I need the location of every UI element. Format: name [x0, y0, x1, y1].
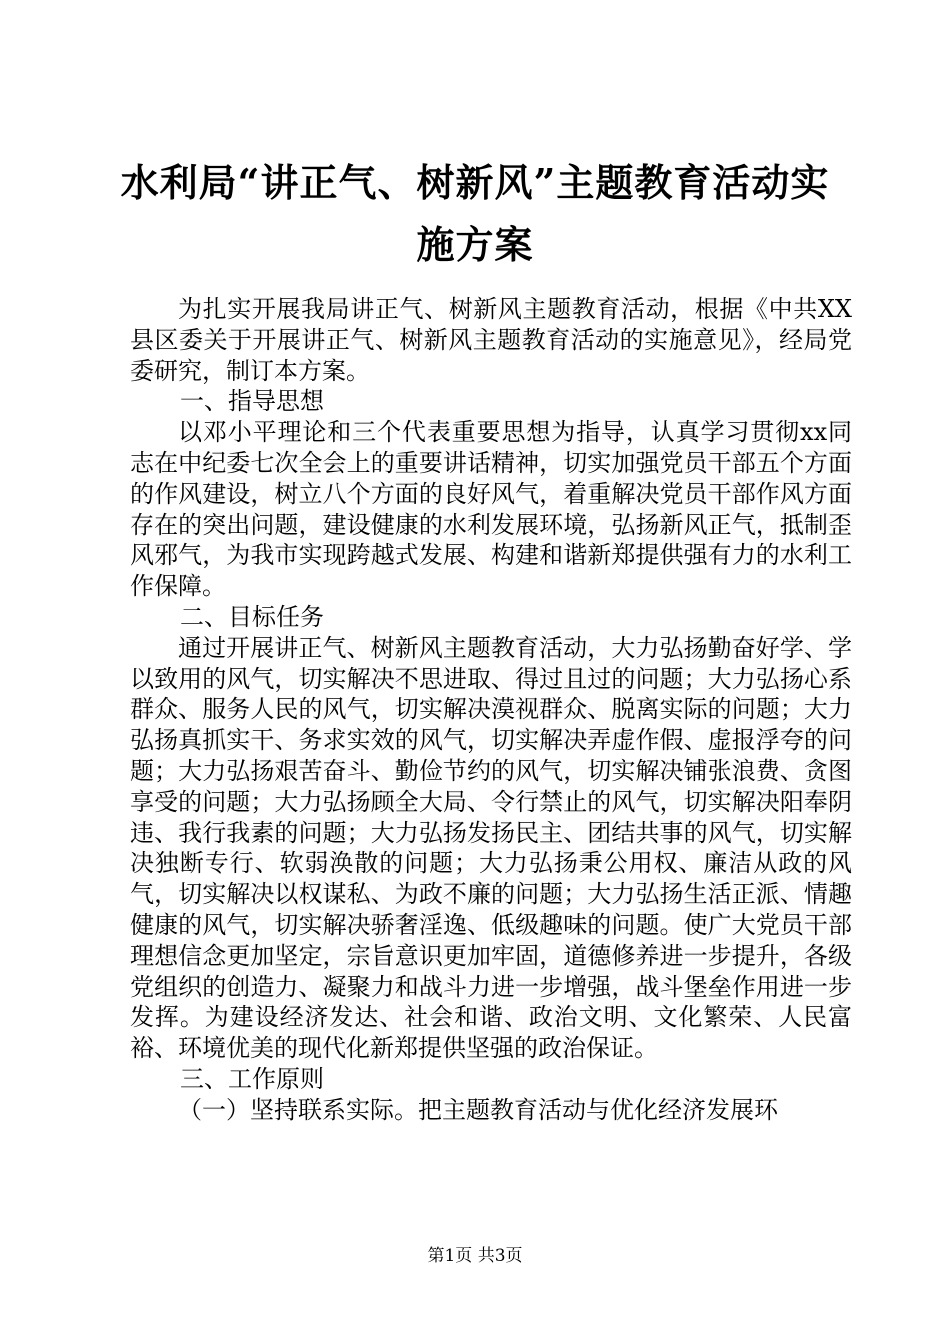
section-heading-guiding-thought: 一、指导思想: [180, 387, 324, 416]
document-body: [130, 294, 852, 1126]
principle-item-1: （一）坚持联系实际。把主题教育活动与优化经济发展环: [178, 1095, 778, 1124]
page-footer: 第1页 共3页: [427, 1246, 523, 1266]
section-heading-principles: 三、工作原则: [180, 1064, 324, 1093]
section-paragraph-guiding-thought: 以邓小平理论和三个代表重要思想为指导，认真学习贯彻xx同志在中纪委七次全会上的重要讲话精神，切实加强党员干部五个方面的作风建设，树立八个方面的良好风气，着重解决党员干部作风方面存在的突出问题，建设健康的水利发展环境，弘扬新风正气，抵制歪风邪气，为我市实现跨越式发展、构建和谐新郑提供强有力的水利工作保障。: [130, 418, 852, 601]
section-heading-goals: 二、目标任务: [180, 602, 324, 631]
document-title: 水利局“讲正气、树新风”主题教育活动实施方案: [120, 160, 830, 267]
intro-paragraph: 为扎实开展我局讲正气、树新风主题教育活动，根据《中共XX县区委关于开展讲正气、树新风主题教育活动的实施意见》，经局党委研究，制订本方案。: [130, 295, 852, 385]
section-paragraph-goals: 通过开展讲正气、树新风主题教育活动，大力弘扬勤奋好学、学以致用的风气，切实解决不思进取、得过且过的问题；大力弘扬心系群众、服务人民的风气，切实解决漠视群众、脱离实际的问题；大力弘扬真抓实干、务求实效的风气，切实解决弄虚作假、虚报浮夸的问题；大力弘扬艰苦奋斗、勤俭节约的风气，切实解决铺张浪费、贪图享受的问题；大力弘扬顾全大局、令行禁止的风气，切实解决阳奉阴违、我行我素的问题；大力弘扬发扬民主、团结共事的风气，切实解决独断专行、软弱涣散的问题；大力弘扬秉公用权、廉洁从政的风气，切实解决以权谋私、为政不廉的问题；大力弘扬生活正派、情趣健康的风气，切实解决骄奢淫逸、低级趣味的问题。使广大党员干部理想信念更加坚定，宗旨意识更加牢固，道德修养进一步提升，各级党组织的创造力、凝聚力和战斗力进一步增强，战斗堡垒作用进一步发挥。为建设经济发达、社会和谐、政治文明、文化繁荣、人民富裕、环境优美的现代化新郑提供坚强的政治保证。: [130, 633, 852, 1063]
